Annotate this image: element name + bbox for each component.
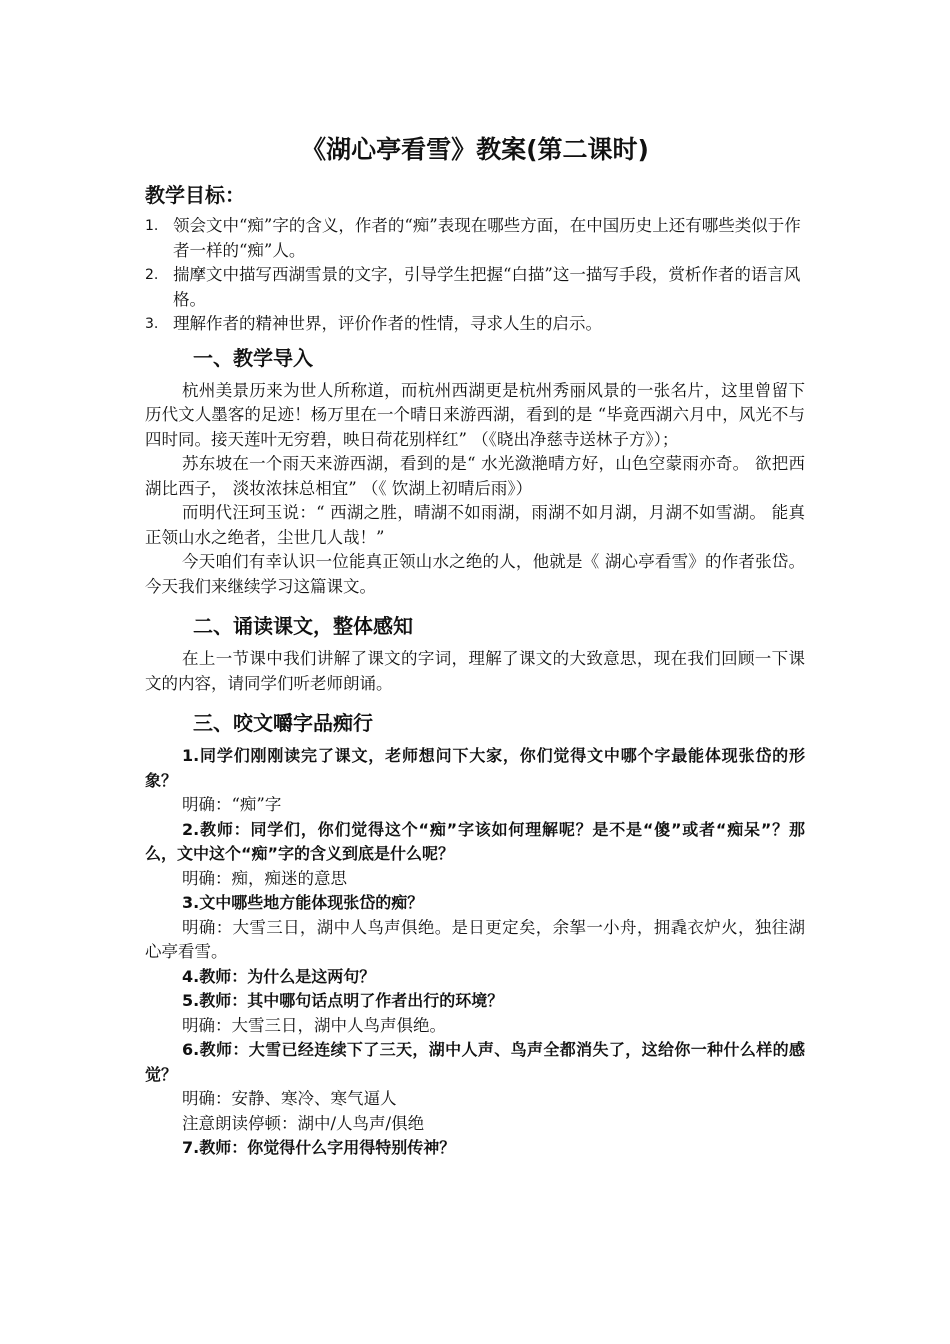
goal-text: 揣摩文中描写西湖雪景的文字，引导学生把握“白描”这一描写手段，赏析作者的语言风格。 [173, 265, 801, 309]
goal-number: 2. [145, 267, 159, 283]
goal-item [145, 312, 805, 337]
question: 1.同学们刚刚读完了课文，老师想问下大家，你们觉得文中哪个字最能体现张岱的形象？ [145, 746, 805, 790]
goal-item [145, 263, 805, 312]
paragraph: 在上一节课中我们讲解了课文的字词，理解了课文的大致意思，现在我们回顾一下课文的内容，请同学们听老师朗诵。 [145, 649, 805, 693]
goal-text: 理解作者的精神世界，评价作者的性情，寻求人生的启示。 [173, 314, 602, 333]
section-heading-intro: 一、教学导入 [193, 345, 313, 370]
goal-number: 1. [145, 218, 159, 234]
question: 6.教师：大雪已经连续下了三天，湖中人声、鸟声全都消失了，这给你一种什么样的感觉？ [145, 1040, 805, 1084]
answer: 明确：“痴”字 [182, 795, 282, 814]
paragraph: 杭州美景历来为世人所称道，而杭州西湖更是杭州秀丽风景的一张名片，这里曾留下历代文人墨客的足迹！杨万里在一个晴日来游西湖，看到的是 “毕竟西湖六月中，风光不与四时同。接天莲叶无穷碧，映日荷花别样红” （《晓出净慈寺送林子方》）； [145, 380, 805, 449]
reading-note: 注意朗读停顿：湖中/人鸟声/俱绝 [182, 1113, 425, 1133]
answer: 明确：安静、寒冷、寒气逼人 [182, 1089, 397, 1108]
goals-list [145, 214, 805, 337]
answer: 明确：痴，痴迷的意思 [182, 868, 347, 888]
question: 7.教师：你觉得什么字用得特别传神？ [182, 1138, 456, 1157]
question: 5.教师：其中哪句话点明了作者出行的环境？ [182, 991, 504, 1010]
paragraph: 今天咱们有幸认识一位能真正领山水之绝的人，他就是《 湖心亭看雪》的作者张岱。今天我们来继续学习这篇课文。 [145, 552, 805, 596]
document-title: 《湖心亭看雪》教案(第二课时) [301, 135, 649, 164]
question: 4.教师：为什么是这两句？ [182, 966, 376, 986]
question: 3.文中哪些地方能体现张岱的痴？ [182, 893, 424, 912]
question: 2.教师：同学们，你们觉得这个“痴”字该如何理解呢？是不是“傻”或者“痴呆”？那么，文中这个“痴”字的含义到底是什么呢？ [145, 819, 805, 863]
goal-text: 领会文中“痴”字的含义，作者的“痴”表现在哪些方面，在中国历史上还有哪些类似于作者一样的“痴”人。 [173, 216, 801, 260]
goal-item [145, 214, 805, 263]
paragraph: 苏东坡在一个雨天来游西湖，看到的是“ 水光潋滟晴方好，山色空蒙雨亦奇。 欲把西湖比西子， 淡妆浓抹总相宜” （《 饮湖上初晴后雨》） [145, 454, 805, 498]
paragraph: 而明代汪珂玉说：“ 西湖之胜，晴湖不如雨湖，雨湖不如月湖，月湖不如雪湖。 能真正领山水之绝者，尘世几人哉！” [145, 503, 805, 547]
answer: 明确：大雪三日，湖中人鸟声俱绝。 [182, 1015, 446, 1035]
section-heading-reading: 二、诵读课文，整体感知 [193, 614, 413, 638]
goals-heading: 教学目标： [145, 183, 245, 207]
document-page [145, 130, 805, 1161]
section-heading-analysis: 三、咬文嚼字品痴行 [193, 711, 373, 735]
goal-number: 3. [145, 316, 159, 332]
answer: 明确：大雪三日，湖中人鸟声俱绝。是日更定矣，余挐一小舟，拥毳衣炉火，独往湖心亭看雪。 [145, 917, 805, 961]
